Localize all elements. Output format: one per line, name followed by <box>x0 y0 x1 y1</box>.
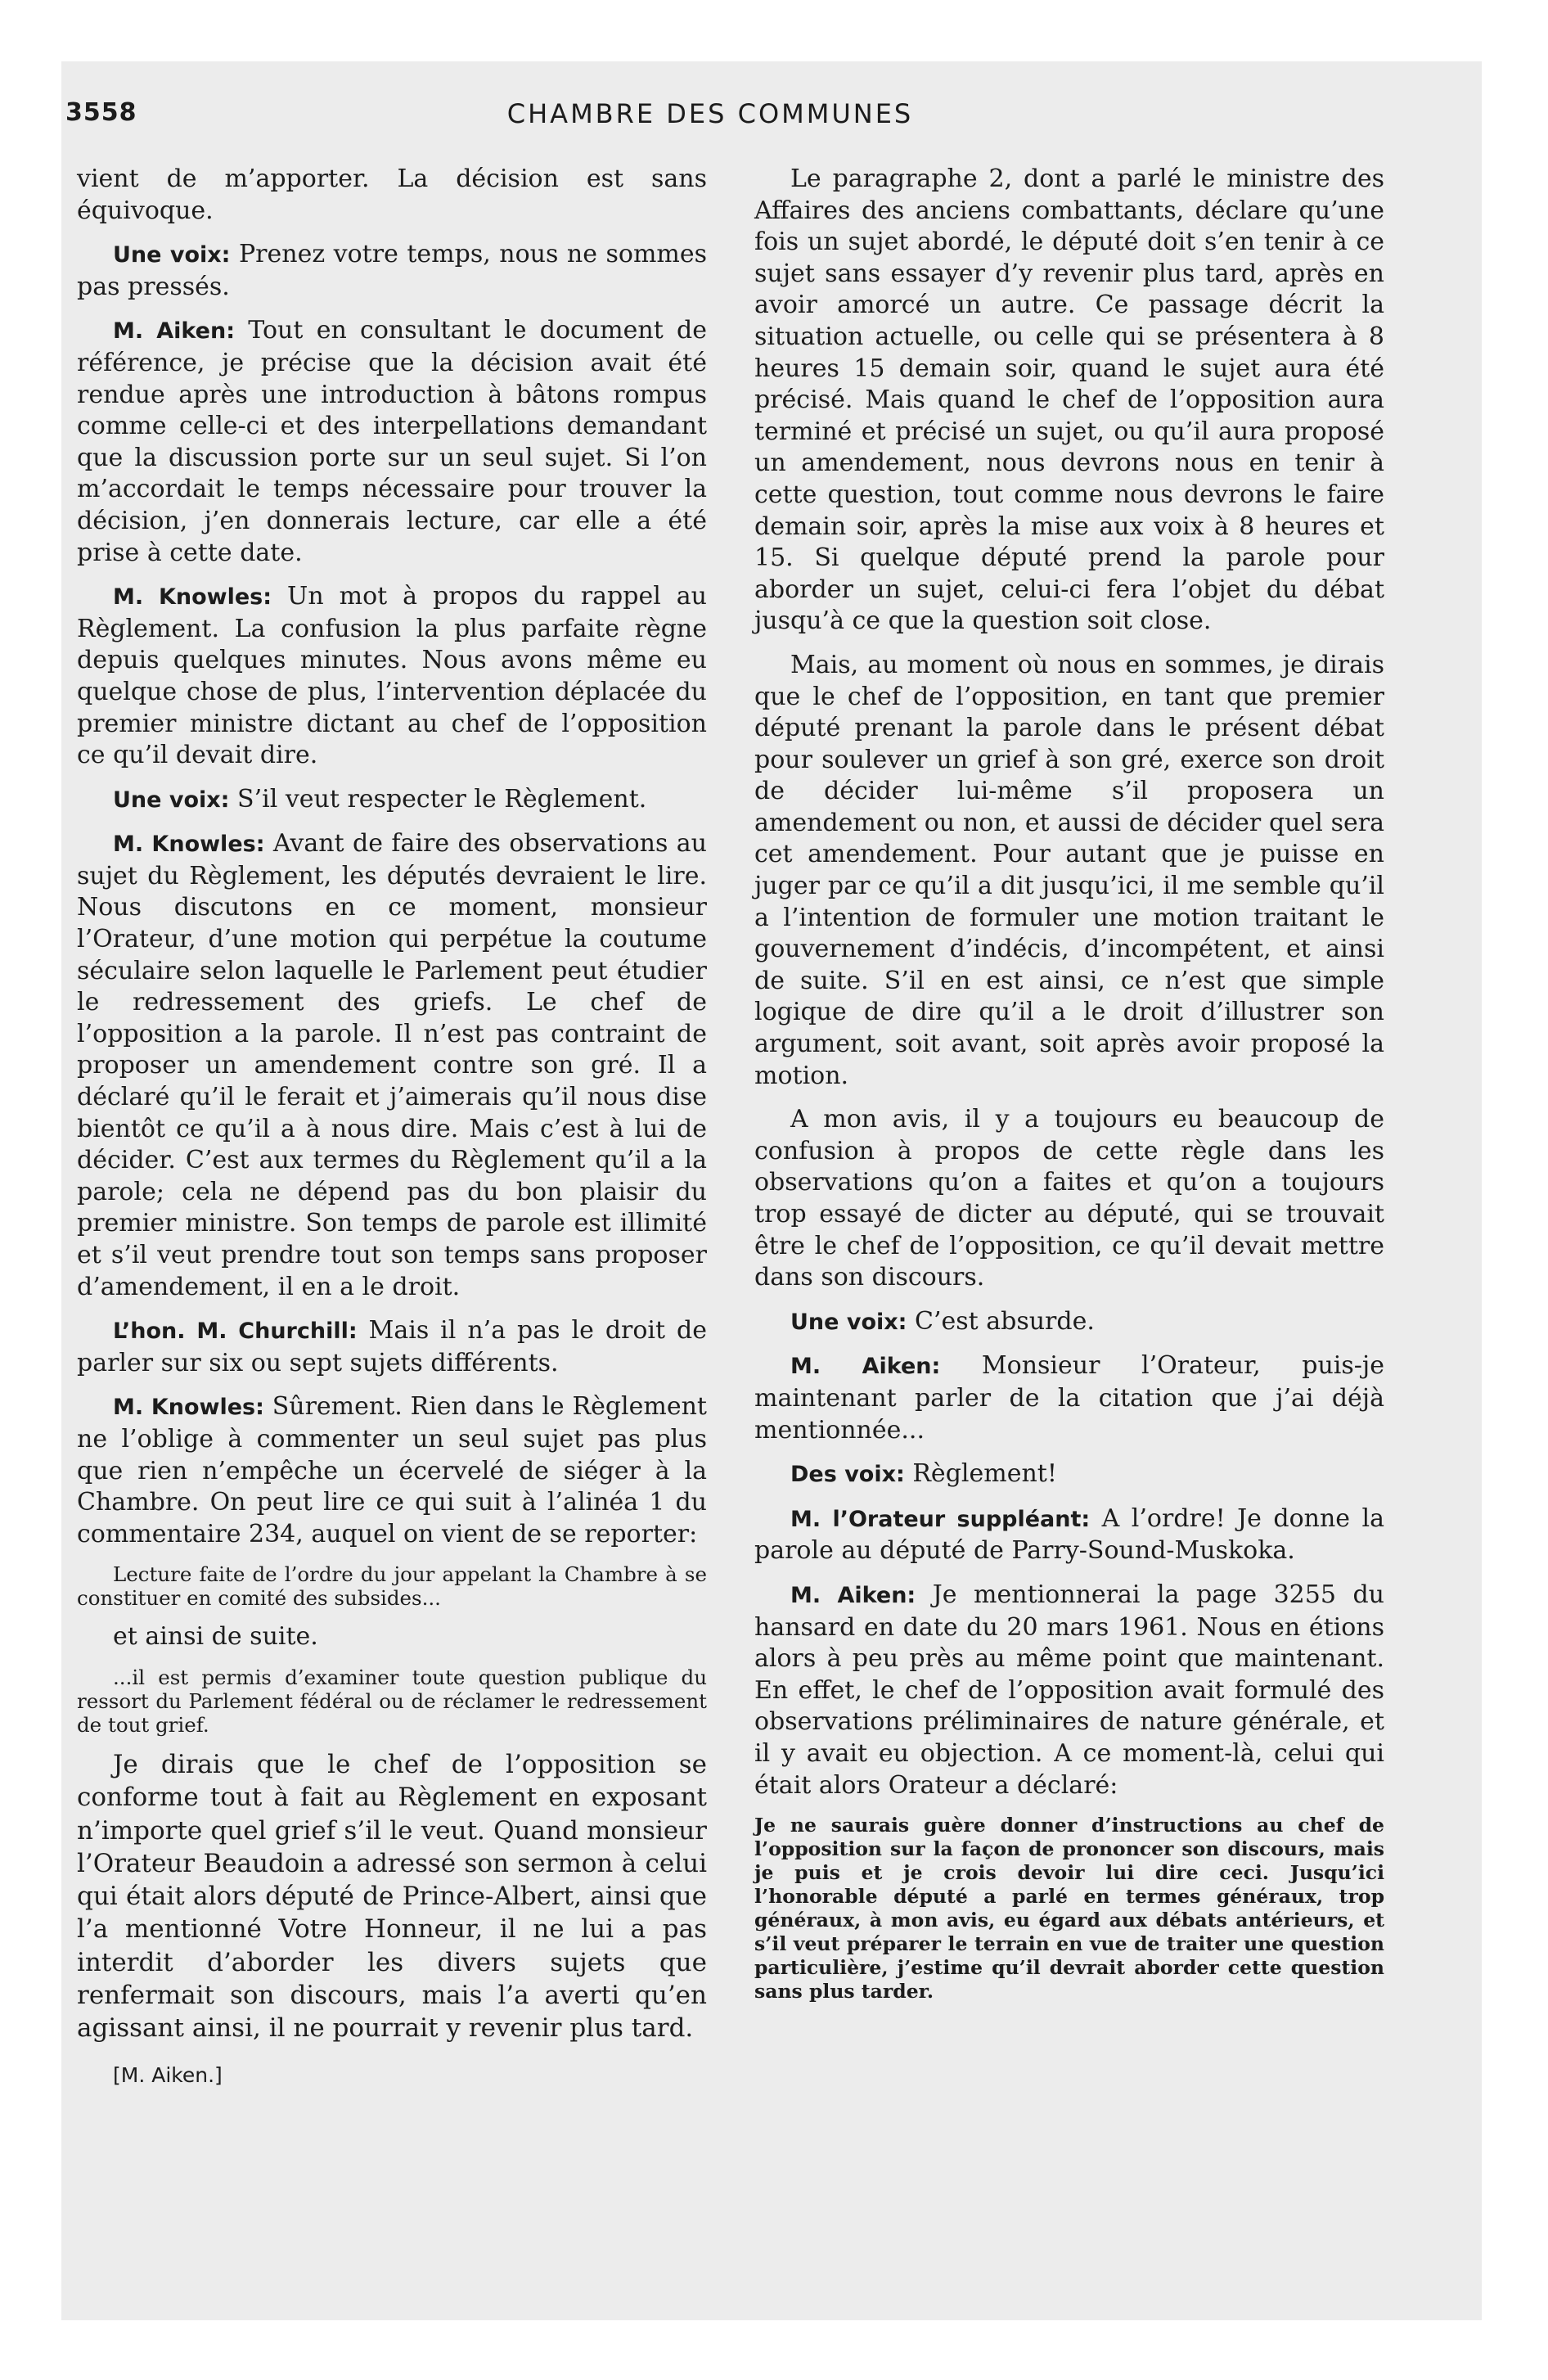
speech-text: Sûrement. Rien dans le Règlement ne l’oblige à commenter un seul sujet pas plus que rien n’empêche un écervelé de siéger à la Chambre. On peut lire ce qui suit à l’alinéa 1 du commentaire 234, auquel on vient de se reporter: <box>77 1392 707 1548</box>
right-column <box>754 164 1384 2015</box>
speech <box>77 1315 707 1379</box>
paragraph: vient de m’apporter. La décision est sans équivoque. <box>77 165 707 225</box>
speech <box>77 581 707 772</box>
speaker-name: M. Aiken: <box>790 1582 916 1608</box>
speech <box>754 1503 1384 1567</box>
speech-text: Un mot à propos du rappel au Règlement. La confusion la plus parfaite règne depuis quelques minutes. Nous avons même eu quelque chose de plus, l’intervention déplacée du premier ministre dictant au chef de l’opposition ce qu’il devait dire. <box>77 582 707 770</box>
speech-text: Je mentionnerai la page 3255 du hansard en date du 20 mars 1961. Nous en étions alors à peu près au même point que maintenant. En effet, le chef de l’opposition avait formulé des observations préliminaires de nature générale, et il y avait eu objection. A ce moment-là, celui qui était alors Orateur a déclaré: <box>754 1580 1384 1800</box>
speech-text: Monsieur l’Orateur, puis-je maintenant parler de la citation que j’ai déjà mentionnée... <box>754 1351 1384 1445</box>
speech <box>754 1350 1384 1446</box>
speech-text: C’est absurde. <box>907 1306 1095 1336</box>
speech <box>754 1306 1384 1339</box>
page-number: 3558 <box>65 98 137 127</box>
speech-text: Règlement! <box>904 1459 1057 1489</box>
speech-text: Avant de faire des observations au sujet du Règlement, les députés devraient le lire. Nous discutons en ce moment, monsieur l’Orateur, d’une motion qui perpétue la coutume séculaire selon laquelle le Parlement peut étudier le redressement des griefs. Le chef de l’opposition a la parole. Il n’est pas contraint de proposer un amendement contre son gré. Il a déclaré qu’il le ferait et j’aimerais qu’il nous dise bientôt ce qu’il a à nous dire. Mais c’est à lui de décider. C’est aux termes du Règlement qu’il a la parole; cela ne dépend pas du bon plaisir du premier ministre. Son temps de parole est illimité et s’il veut prendre tout son temps sans proposer d’amendement, il en a le droit. <box>77 829 707 1301</box>
speech <box>754 1580 1384 1801</box>
speech-text: Prenez votre temps, nous ne sommes pas pressés. <box>77 240 707 301</box>
speaker-name: M. Aiken: <box>113 318 235 345</box>
paragraph: Je dirais que le chef de l’opposition se conforme tout à fait au Règlement en exposant n’importe quel grief s’il le veut. Quand monsieur l’Orateur Beaudoin a adressé son sermon à celui qui était alors député de Prince-Albert, ainsi que l’a mentionné Votre Honneur, il ne lui a pas interdit d’aborder les divers sujets que renfermait son discours, mais l’a averti qu’en agissant ainsi, il ne pourrait y revenir plus tard. <box>77 1749 707 2044</box>
speaker-name: L’hon. M. Churchill: <box>113 1318 358 1345</box>
speech <box>754 1458 1384 1491</box>
speech-text: A l’ordre! Je donne la parole au député de Parry-Sound-Muskoka. <box>754 1503 1385 1566</box>
speech <box>77 828 707 1303</box>
page-header <box>65 98 1355 136</box>
paragraph: A mon avis, il y a toujours eu beaucoup de confusion à propos de cette règle dans les observations qu’on a faites et qu’on a toujours trop essayé de dicter au député, qui se trouvait être le chef de l’opposition, ce qu’il devait mettre dans son discours. <box>754 1105 1384 1292</box>
running-title: CHAMBRE DES COMMUNES <box>506 98 914 129</box>
paragraph: et ainsi de suite. <box>113 1622 318 1652</box>
speaker-name: Une voix: <box>113 787 230 813</box>
speaker-name: M. Knowles: <box>113 584 272 611</box>
speaker-name: M. Knowles: <box>113 1395 264 1421</box>
paragraph: Le paragraphe 2, dont a parlé le ministre des Affaires des anciens combattants, déclare qu’une fois un sujet abordé, le député doit s’en tenir à ce sujet sans essayer d’y revenir plus tard, après en avoir amorcé un autre. Ce passage décrit la situation actuelle, ou celle qui se présentera à 8 heures 15 demain soir, quand le sujet aura été précisé. Mais quand le chef de l’opposition aura terminé et précisé un sujet, ou qu’il aura proposé un amendement, nous devrons nous en tenir à cette question, tout comme nous devrons le faire demain soir, après la mise aux voix à 8 heures et 15. Si quelque député prend la parole pour aborder un sujet, celui-ci fera l’objet du débat jusqu’à ce que la question soit close. <box>754 165 1384 636</box>
speaker-name: M. Aiken: <box>790 1354 941 1380</box>
speaker-signature: [M. Aiken.] <box>113 2062 223 2087</box>
speech <box>77 315 707 569</box>
speech-text: Tout en consultant le document de référence, je précise que la décision avait été rendue après une introduction à bâtons rompus comme celle-ci et des interpellations demandant que la discussion porte sur un seul sujet. Si l’on m’accordait le temps nécessaire pour trouver la décision, j’en donnerais lecture, car elle a été prise à cette date. <box>77 316 707 567</box>
speaker-name: Des voix: <box>790 1462 905 1488</box>
speaker-name: M. l’Orateur suppléant: <box>790 1506 1091 1532</box>
speaker-name: Une voix: <box>113 242 231 268</box>
speaker-name: Une voix: <box>790 1309 907 1335</box>
speech <box>77 784 707 817</box>
speech <box>77 239 707 303</box>
speech-text: Mais il n’a pas le droit de parler sur six ou sept sujets différents. <box>77 1316 707 1377</box>
speech-text: S’il veut respecter le Règlement. <box>229 784 647 814</box>
left-column <box>77 164 707 2103</box>
paragraph: Mais, au moment où nous en sommes, je dirais que le chef de l’opposition, en tant que premier député prenant la parole dans le présent débat pour soulever un grief à son gré, exerce son droit de décider lui-même s’il proposera un amendement ou non, et aussi de décider quel sera cet amendement. Pour autant que je puisse en juger par ce qu’il a dit jusqu’ici, il me semble qu’il a l’intention de formuler une motion traitant le gouvernement d’indécis, d’incompétent, et ainsi de suite. S’il en est ainsi, ce n’est que simple logique de dire qu’il a le droit d’illustrer son argument, soit avant, soit après avoir proposé la motion. <box>754 650 1384 1090</box>
speech <box>77 1391 707 1550</box>
block-quote: Je ne saurais guère donner d’instructions au chef de l’opposition sur la façon de prononcer son discours, mais je puis et je crois devoir lui dire ceci. Jusqu’ici l’honorable député a parlé en termes généraux, trop généraux, à mon avis, eu égard aux débats antérieurs, et s’il veut préparer le terrain en vue de traiter une question particulière, j’estime qu’il devrait aborder cette question sans plus tarder. <box>754 1814 1384 2004</box>
block-quote: ...il est permis d’examiner toute question publique du ressort du Parlement fédéral ou de réclamer le redressement de tout grief. <box>77 1665 707 1737</box>
speaker-name: M. Knowles: <box>113 832 265 858</box>
block-quote: Lecture faite de l’ordre du jour appelant la Chambre à se constituer en comité des subsides... <box>77 1562 707 1611</box>
